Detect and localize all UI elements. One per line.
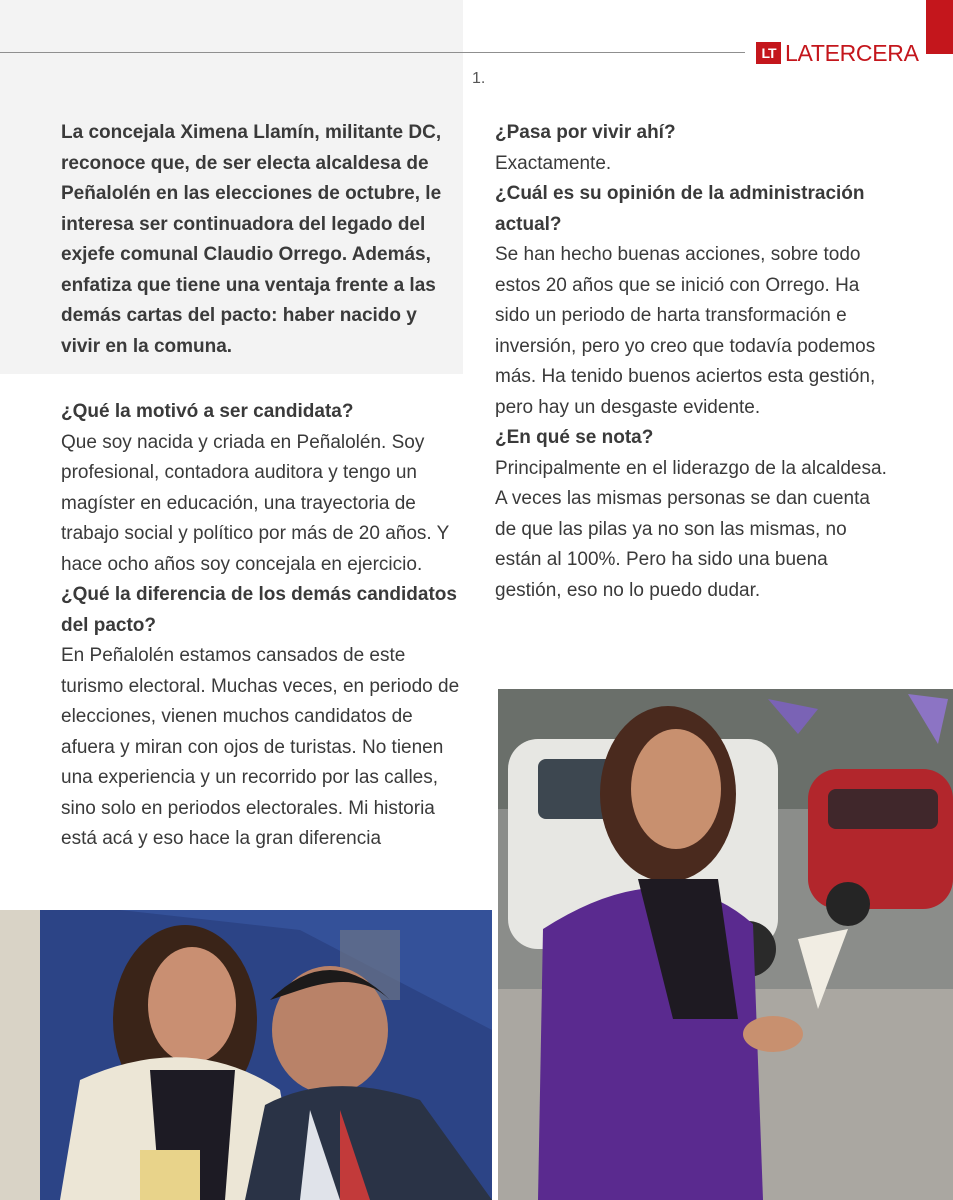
question: ¿Pasa por vivir ahí? bbox=[495, 122, 676, 143]
brand-corner-tab bbox=[926, 0, 953, 54]
right-column bbox=[495, 118, 895, 606]
header-rule bbox=[0, 52, 745, 53]
answer: En Peñalolén estamos cansados de este turismo electoral. Muchas veces, en periodo de elecciones, vienen muchos candidatos de afuera y miran con ojos de turistas. No tienen una experiencia y un recorrido por las calles, sino solo en periodos electorales. Mi historia está acá y eso hace la gran diferencia bbox=[61, 645, 460, 849]
photo-candidate-in-street bbox=[498, 689, 953, 1200]
answer: Principalmente en el liderazgo de la alcaldesa. A veces las mismas personas se dan cuenta de que las pilas ya no son las mismas, no están al 100%. Pero ha sido una buena gestión, eso no lo puedo dudar. bbox=[495, 457, 887, 601]
page-number: 1. bbox=[472, 70, 486, 87]
question: ¿En qué se nota? bbox=[495, 427, 654, 448]
left-column bbox=[61, 397, 469, 855]
logo-text: LATERCERA bbox=[785, 40, 919, 66]
answer: Se han hecho buenas acciones, sobre todo estos 20 años que se inició con Orrego. Ha sido un periodo de harta transformación e inversión, pero yo creo que todavía podemos más. Ha tenido buenos aciertos esta gestión, pero hay un desgaste evidente. bbox=[495, 244, 876, 418]
article-lead: La concejala Ximena Llamín, militante DC, reconoce que, de ser electa alcaldesa de Peñalolén en las elecciones de octubre, le interesa ser continuadora del legado del exjefe comunal Claudio Orrego. Además, enfatiza que tiene una ventaja frente a las demás cartas del pacto: haber nacido y vivir en la comuna. bbox=[61, 122, 442, 357]
question: ¿Qué la diferencia de los demás candidatos del pacto? bbox=[61, 584, 457, 636]
photo-illustration bbox=[498, 689, 953, 1200]
question: ¿Qué la motivó a ser candidata? bbox=[61, 401, 354, 422]
answer: Exactamente. bbox=[495, 152, 612, 174]
logo-box: LT bbox=[756, 42, 781, 64]
answer: Que soy nacida y criada en Peñalolén. Soy profesional, contadora auditora y tengo un magíster en educación, una trayectoria de trabajo social y político por más de 20 años. Y hace ocho años soy concejala en ejercicio. bbox=[61, 431, 449, 575]
photo-candidate-with-supporter bbox=[0, 910, 492, 1200]
photo-illustration bbox=[0, 910, 492, 1200]
question: ¿Cuál es su opinión de la administración actual? bbox=[495, 183, 865, 235]
la-tercera-logo[interactable] bbox=[756, 42, 919, 64]
